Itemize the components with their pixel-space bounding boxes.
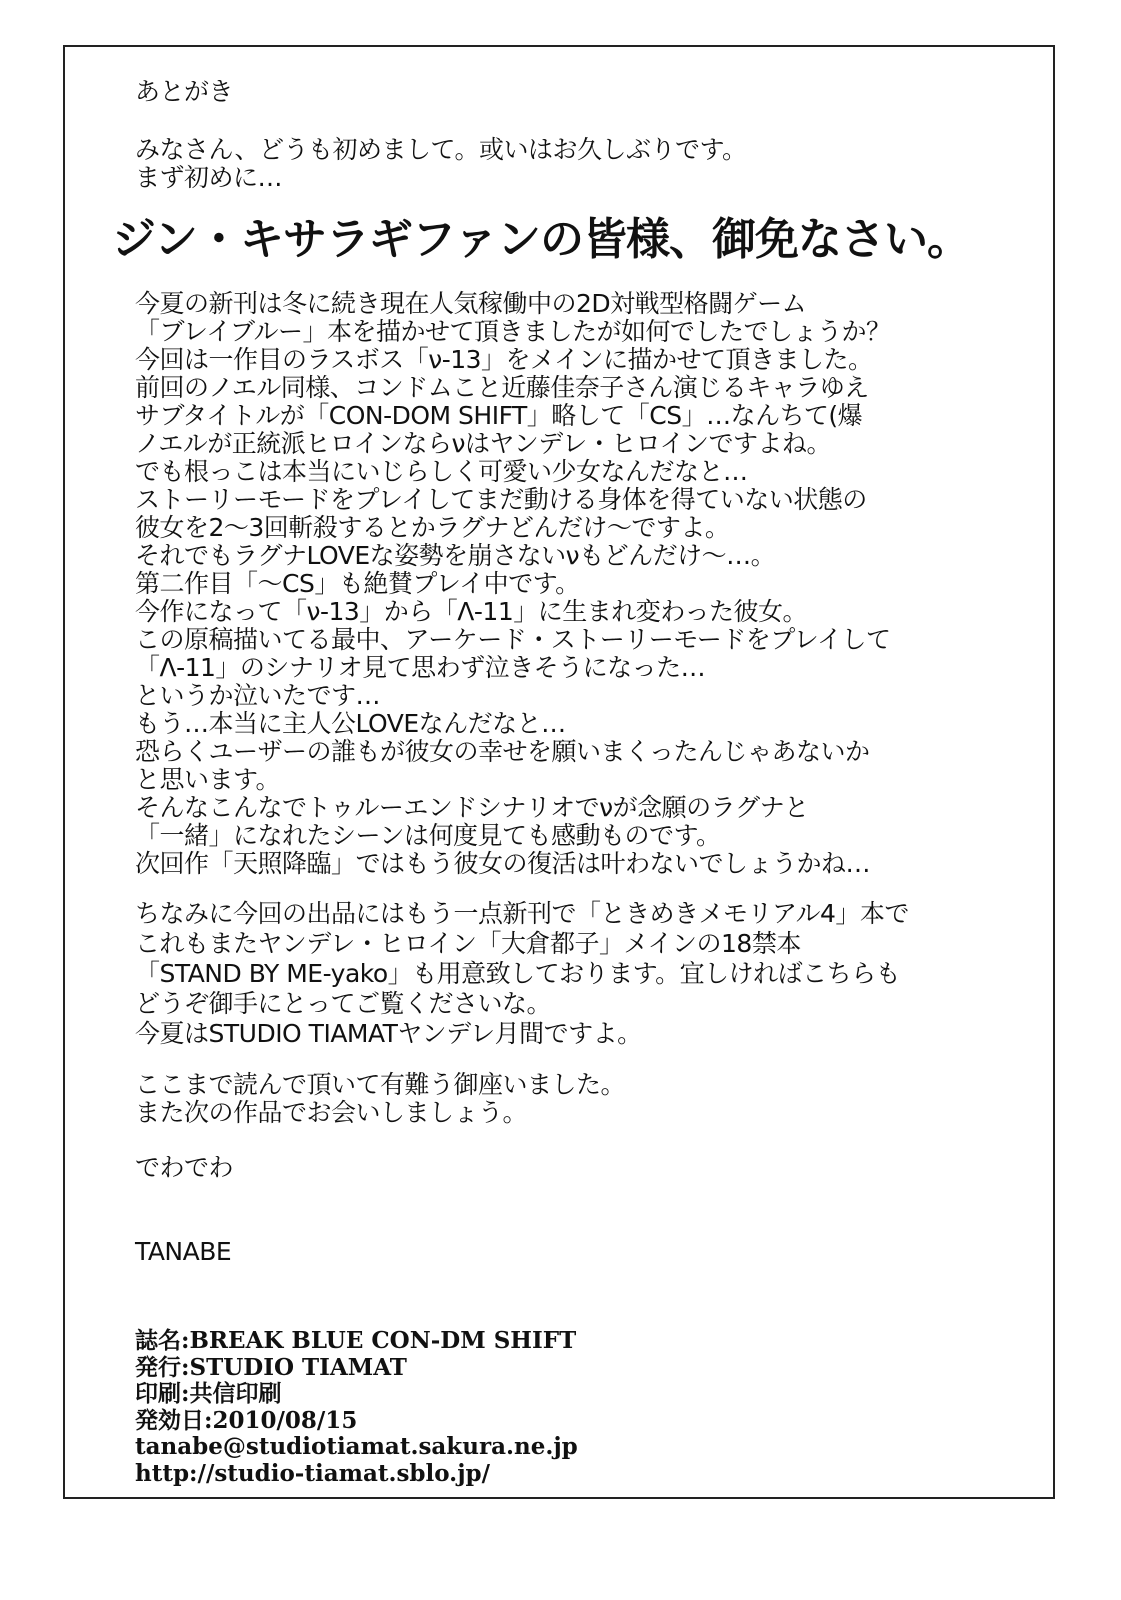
text-line: というか泣いたです… bbox=[135, 681, 381, 710]
author-signature: TANABE bbox=[135, 1237, 232, 1266]
text-line: サブタイトルが「CON-DOM SHIFT」略して「CS」…なんちて(爆 bbox=[135, 401, 863, 430]
text-line: 恐らくユーザーの誰もが彼女の幸せを願いまくったんじゃあないか bbox=[135, 737, 870, 766]
text-line: どうぞ御手にとってご覧くださいな。 bbox=[135, 989, 552, 1018]
text-line: ちなみに今回の出品にはもう一点新刊で「ときめきメモリアル4」本で bbox=[135, 899, 909, 928]
text-line: それでもラグナLOVEな姿勢を崩さないνもどんだけ～…。 bbox=[135, 541, 776, 570]
text-line: 次回作「天照降臨」ではもう彼女の復活は叶わないでしょうかね… bbox=[135, 849, 871, 878]
colophon-line: 発効日:2010/08/15 bbox=[135, 1406, 358, 1434]
text-line: また次の作品でお会いしましょう。 bbox=[135, 1098, 528, 1127]
apology-title: ジン・キサラギファンの皆様、御免なさい。 bbox=[112, 214, 971, 265]
text-line: この原稿描いてる最中、アーケード・ストーリーモードをプレイして bbox=[135, 625, 891, 654]
text-line: 彼女を2～3回斬殺するとかラグナどんだけ～ですよ。 bbox=[135, 513, 730, 542]
text-line: 今回は一作目のラスボス「ν-13」をメインに描かせて頂きました。 bbox=[135, 345, 873, 374]
text-line: 今夏はSTUDIO TIAMATヤンデレ月間ですよ。 bbox=[135, 1019, 642, 1048]
text-line: 「STAND BY ME-yako」も用意致しております。宜しければこちらも bbox=[135, 959, 901, 988]
text-line: 「Λ-11」のシナリオ見て思わず泣きそうになった… bbox=[135, 653, 706, 682]
text-line: これもまたヤンデレ・ヒロイン「大倉都子」メインの18禁本 bbox=[135, 929, 801, 958]
text-line: と思います。 bbox=[135, 765, 281, 794]
text-line: 今夏の新刊は冬に続き現在人気稼働中の2D対戦型格闘ゲーム bbox=[135, 289, 807, 318]
text-line: みなさん、どうも初めまして。或いはお久しぶりです。 bbox=[135, 135, 747, 164]
text-line: 「一緒」になれたシーンは何度見ても感動ものです。 bbox=[135, 821, 721, 850]
colophon-line: 発行:STUDIO TIAMAT bbox=[135, 1353, 407, 1381]
colophon-line: http://studio-tiamat.sblo.jp/ bbox=[135, 1459, 490, 1487]
text-line: もう…本当に主人公LOVEなんだなと… bbox=[135, 709, 566, 738]
text-line: ここまで読んで頂いて有難う御座いました。 bbox=[135, 1070, 626, 1099]
text-line: でも根っこは本当にいじらしく可愛い少女なんだなと… bbox=[135, 457, 748, 486]
text-line: 前回のノエル同様、コンドムこと近藤佳奈子さん演じるキャラゆえ bbox=[135, 373, 869, 402]
heading: あとがき bbox=[135, 77, 234, 106]
text-line: まず初めに… bbox=[135, 163, 283, 192]
colophon-line: 誌名:BREAK BLUE CON-DM SHIFT bbox=[135, 1327, 577, 1354]
text-line: そんなこんなでトゥルーエンドシナリオでνが念願のラグナと bbox=[135, 793, 809, 822]
text-line: ストーリーモードをプレイしてまだ動ける身体を得ていない状態の bbox=[135, 485, 867, 514]
colophon-line: tanabe@studiotiamat.sakura.ne.jp bbox=[135, 1433, 578, 1460]
text-line: 今作になって「ν-13」から「Λ-11」に生まれ変わった彼女。 bbox=[135, 597, 807, 626]
text-line: 第二作目「～CS」も絶賛プレイ中です。 bbox=[135, 569, 580, 598]
colophon-line: 印刷:共信印刷 bbox=[135, 1380, 282, 1407]
farewell: でわでわ bbox=[135, 1153, 234, 1182]
text-line: 「ブレイブルー」本を描かせて頂きましたが如何でしたでしょうか？ bbox=[135, 317, 891, 346]
text-line: ノエルが正統派ヒロインならνはヤンデレ・ヒロインですよね。 bbox=[135, 429, 831, 458]
